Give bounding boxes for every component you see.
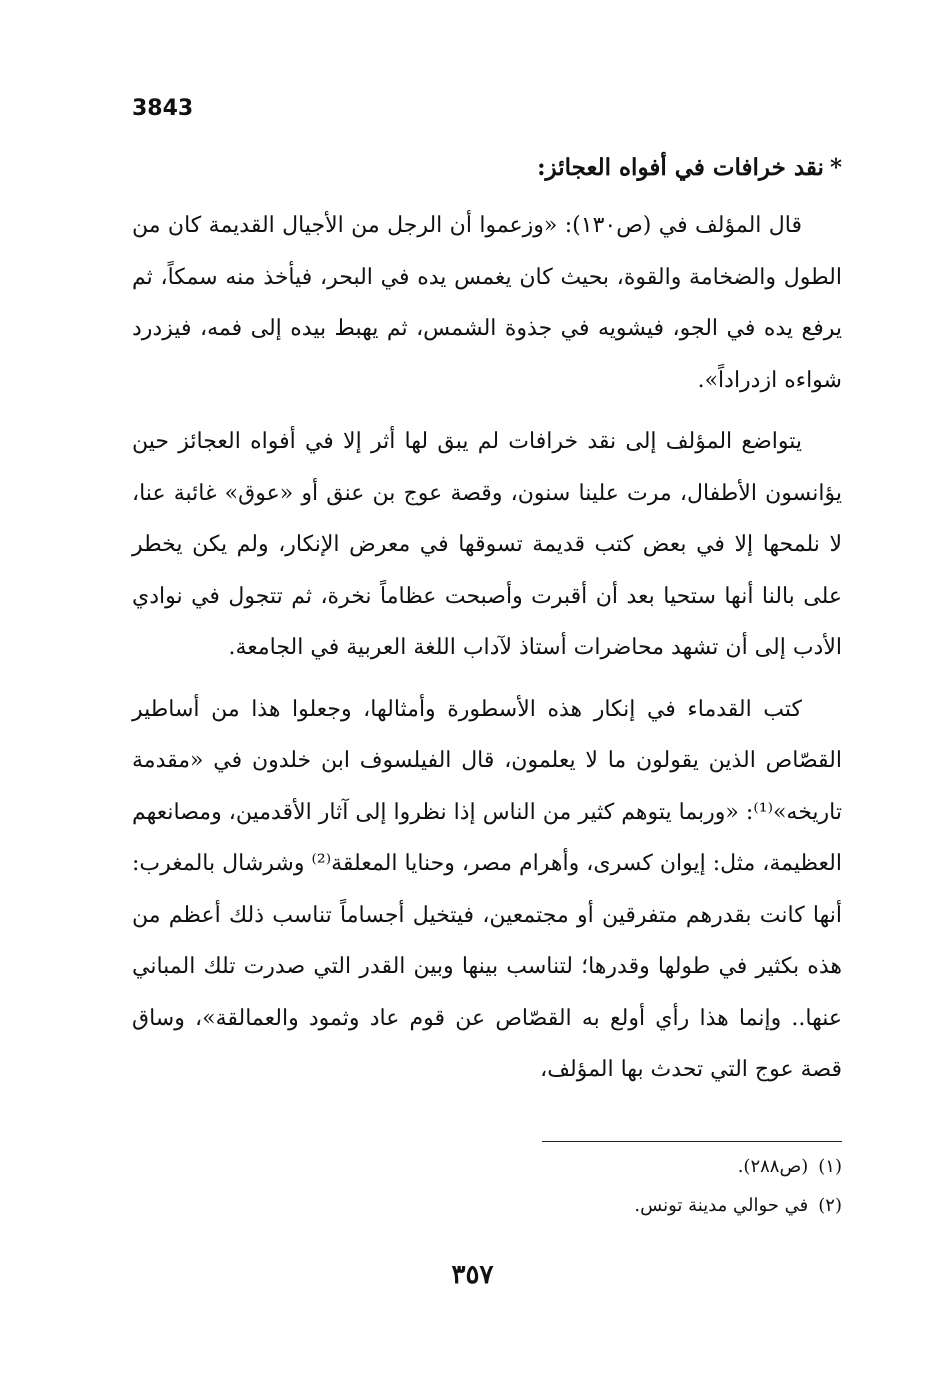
section-heading-text: نقد خرافات في أفواه العجائز:: [537, 154, 824, 181]
page-id-label: 3843: [132, 96, 194, 121]
footnote-divider: [542, 1141, 842, 1142]
paragraph-3: كتب القدماء في إنكار هذه الأسطورة وأمثالها، وجعلوا هذا من أساطير القصّاص الذين يقولون ما لا يعلمون، قال الفيلسوف ابن خلدون في «مقدمة تاريخه»⁽¹⁾: «وربما يتوهم كثير من الناس إذا نظروا إلى آثار الأقدمين، ومصانعهم العظيمة، مثل: إيوان كسرى، وأهرام مصر، وحنايا المعلقة⁽²⁾ وشرشال بالمغرب: أنها كانت بقدرهم متفرقين أو مجتمعين، فيتخيل أجساماً تناسب ذلك أعظم من هذه بكثير في طولها وقدرها؛ لتناسب بينها وبين القدر التي صدرت تلك المباني عنها.. وإنما هذا رأي أولع به القصّاص عن قوم عاد وثمود والعمالقة»، وساق قصة عوج التي تحدث بها المؤلف،: [132, 696, 842, 1082]
footnote-number: (١): [818, 1156, 842, 1177]
star-marker: *: [829, 154, 842, 181]
footnote-1: [400, 1154, 842, 1180]
main-text: [132, 148, 842, 1106]
footnote-number: (٢): [818, 1195, 842, 1216]
paragraph-1: قال المؤلف في (ص١٣٠): «وزعموا أن الرجل من الأجيال القديمة كان من الطول والضخامة والقوة، بحيث كان يغمس يده في البحر، فيأخذ منه سمكاً، ثم يرفع يده في الجو، فيشويه في جذوة الشمس، ثم يهبط بيده إلى فمه، فيزدرد شواءه ازدراداً».: [132, 213, 842, 393]
paragraph-2: يتواضع المؤلف إلى نقد خرافات لم يبق لها أثر إلا في أفواه العجائز حين يؤانسون الأطفال، مرت علينا سنون، وقصة عوج بن عنق أو «عوق» غائبة عنا، لا نلمحها إلا في بعض كتب قديمة تسوقها في معرض الإنكار، ولم يكن يخطر على بالنا أنها ستحيا بعد أن أقبرت وأصبحت عظاماً نخرة، ثم تتجول في نوادي الأدب إلى أن تشهد محاضرات أستاذ لآداب اللغة العربية في الجامعة.: [132, 429, 842, 660]
section-heading: [132, 148, 842, 188]
footnotes: [400, 1154, 842, 1232]
footnote-text: (ص٢٨٨).: [737, 1156, 809, 1177]
footnote-2: [400, 1193, 842, 1219]
page-number: ٣٥٧: [451, 1260, 494, 1290]
footnote-text: في حوالي مدينة تونس.: [634, 1195, 809, 1216]
